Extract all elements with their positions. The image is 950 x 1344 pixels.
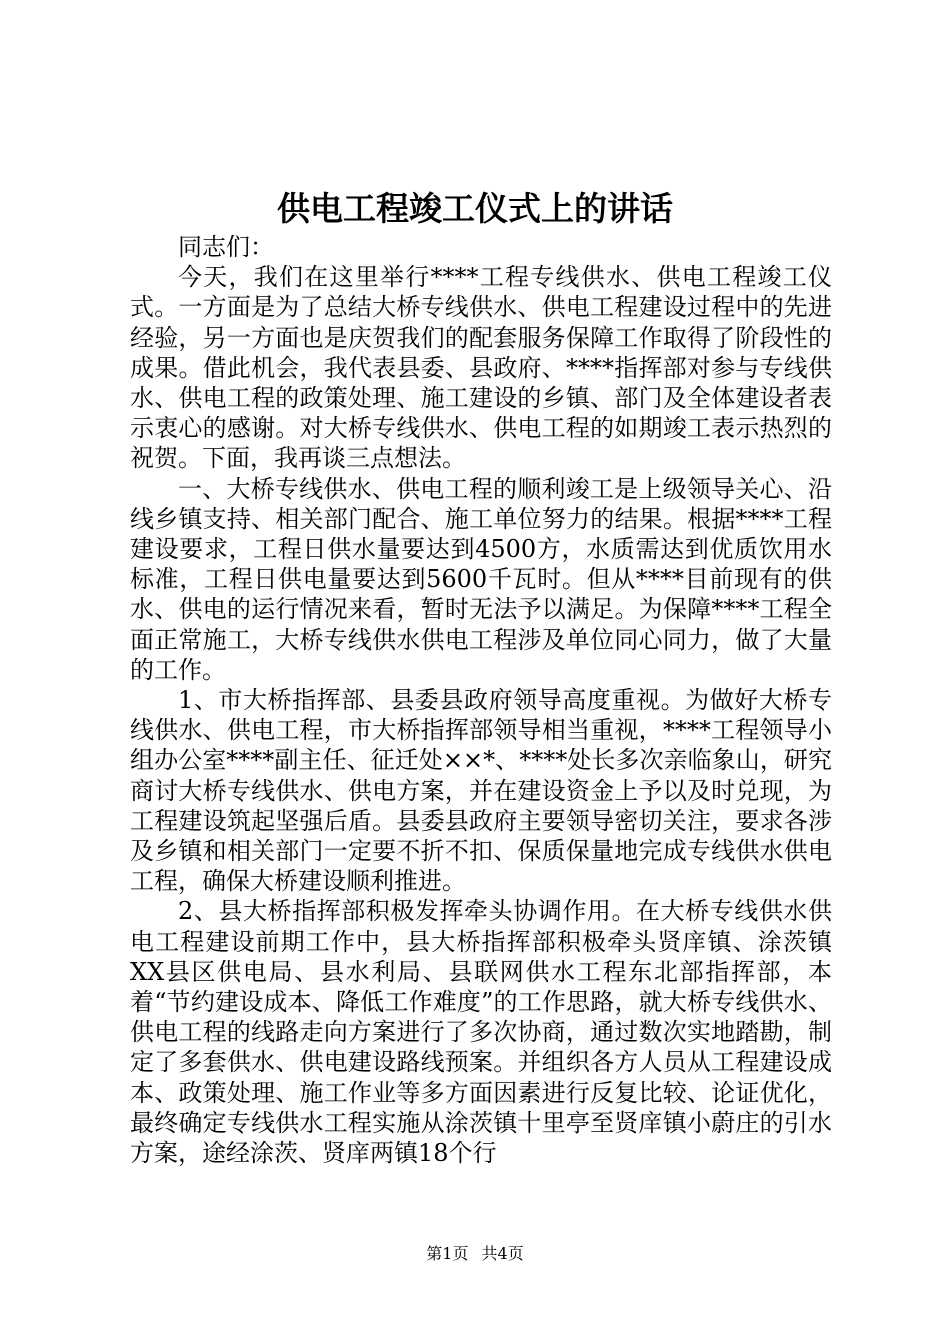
page-footer — [0, 1243, 950, 1265]
body-paragraph: 一、大桥专线供水、供电工程的顺利竣工是上级领导关心、沿线乡镇支持、相关部门配合、施工单位努力的结果。根据****工程建设要求，工程日供水量要达到4500方，水质需达到优质饮用水标准，工程日供电量要达到5600千瓦时。但从****目前现有的供水、供电的运行情况来看，暂时无法予以满足。为保障****工程全面正常施工，大桥专线供水供电工程涉及单位同心同力，做了大量的工作。 — [130, 474, 832, 684]
document-title: 供电工程竣工仪式上的讲话 — [277, 189, 673, 228]
page-total: 共4页 — [481, 1244, 524, 1263]
body-paragraph: 今天，我们在这里举行****工程专线供水、供电工程竣工仪式。一方面是为了总结大桥专线供水、供电工程建设过程中的先进经验，另一方面也是庆贺我们的配套服务保障工作取得了阶段性的成果。借此机会，我代表县委、县政府、****指挥部对参与专线供水、供电工程的政策处理、施工建设的乡镇、部门及全体建设者表示衷心的感谢。对大桥专线供水、供电工程的如期竣工表示热烈的祝贺。下面，我再谈三点想法。 — [130, 263, 832, 473]
body-paragraph: 1、市大桥指挥部、县委县政府领导高度重视。为做好大桥专线供水、供电工程，市大桥指挥部领导相当重视，****工程领导小组办公室****副主任、征迁处××*、****处长多次亲临象山，研究商讨大桥专线供水、供电方案，并在建设资金上予以及时兑现，为工程建设筑起坚强后盾。县委县政府主要领导密切关注，要求各涉及乡镇和相关部门一定要不折不扣、保质保量地完成专线供水供电工程，确保大桥建设顺利推进。 — [130, 686, 832, 896]
body-paragraph: 2、县大桥指挥部积极发挥牵头协调作用。在大桥专线供水供电工程建设前期工作中，县大桥指挥部积极牵头贤庠镇、涂茨镇XX县区供电局、县水利局、县联网供水工程东北部指挥部，本着“节约建设成本、降低工作难度”的工作思路，就大桥专线供水、供电工程的线路走向方案进行了多次协商，通过数次实地踏勘，制定了多套供水、供电建设路线预案。并组织各方人员从工程建设成本、政策处理、施工作业等多方面因素进行反复比较、论证优化，最终确定专线供水工程实施从涂茨镇十里亭至贤庠镇小蔚庄的引水方案，途经涂茨、贤庠两镇18个行 — [130, 897, 832, 1168]
salutation-paragraph: 同志们： — [178, 233, 274, 261]
page-number: 第1页 — [426, 1244, 469, 1263]
document-body — [130, 232, 832, 1168]
